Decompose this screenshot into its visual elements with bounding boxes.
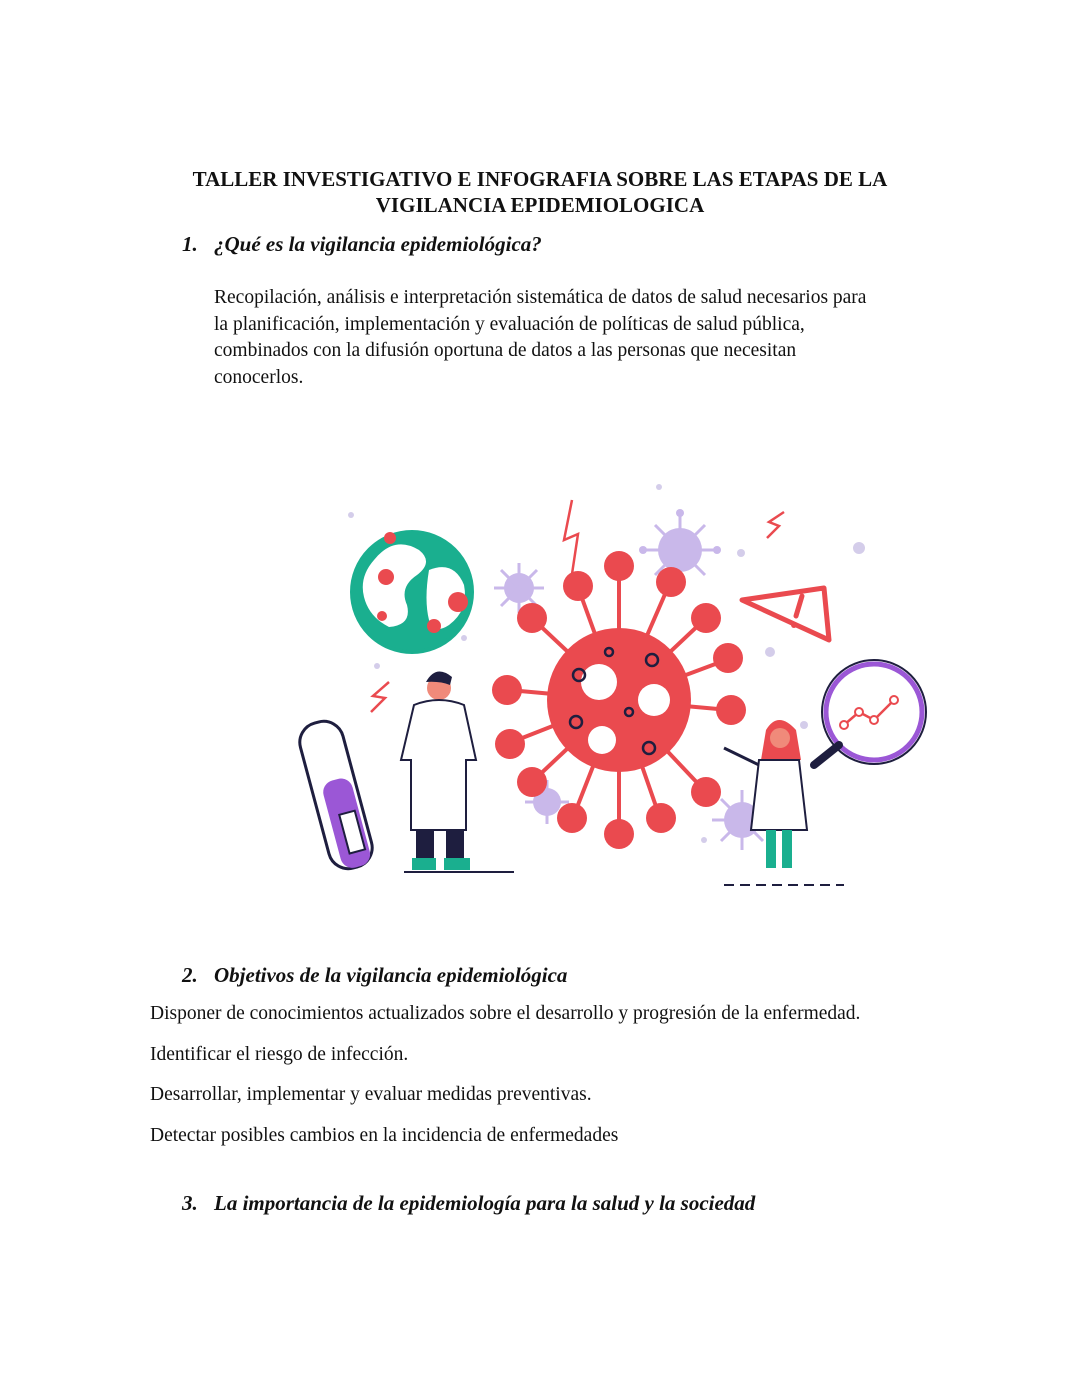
definition-paragraph bbox=[214, 285, 944, 391]
definition-line: conocerlos. bbox=[214, 366, 304, 388]
lightning-icon bbox=[767, 512, 784, 538]
section-heading-2 bbox=[182, 963, 567, 988]
objective-item: Identificar el riesgo de infección. bbox=[150, 1044, 409, 1065]
epidemiology-illustration bbox=[214, 420, 994, 930]
lightning-icon bbox=[564, 500, 578, 574]
section-number: 1. bbox=[182, 232, 198, 256]
section-heading-text: ¿Qué es la vigilancia epidemiológica? bbox=[214, 232, 542, 256]
definition-line: combinados con la difusión oportuna de datos a las personas que necesitan bbox=[214, 340, 797, 361]
warning-icon bbox=[742, 588, 829, 640]
section-number: 3. bbox=[182, 1191, 198, 1215]
objective-item: Detectar posibles cambios en la incidencia de enfermedades bbox=[150, 1125, 619, 1146]
globe-icon bbox=[352, 532, 472, 652]
scientist-male-illustration bbox=[401, 672, 514, 872]
section-heading-text: La importancia de la epidemiología para la salud y la sociedad bbox=[214, 1191, 756, 1215]
objective-item: Disponer de conocimientos actualizados sobre el desarrollo y progresión de la enfermedad. bbox=[150, 1003, 861, 1024]
magnifier-icon bbox=[814, 660, 926, 765]
definition-line: la planificación, implementación y evaluación de políticas de salud pública, bbox=[214, 313, 805, 335]
thermometer-icon bbox=[295, 717, 376, 873]
definition-line: Recopilación, análisis e interpretación sistemática de datos de salud necesarios para bbox=[214, 287, 867, 308]
section-heading-3 bbox=[182, 1191, 755, 1216]
section-number: 2. bbox=[182, 963, 198, 987]
title-line-1: TALLER INVESTIGATIVO E INFOGRAFIA SOBRE LAS ETAPAS DE LA bbox=[192, 167, 888, 191]
title-line-2: VIGILANCIA EPIDEMIOLOGICA bbox=[375, 193, 705, 217]
lightning-icon bbox=[371, 682, 389, 712]
objective-item: Desarrollar, implementar y evaluar medidas preventivas. bbox=[150, 1084, 592, 1105]
section-heading-text: Objetivos de la vigilancia epidemiológica bbox=[214, 963, 568, 987]
section-heading-1 bbox=[182, 232, 542, 257]
document-title bbox=[150, 166, 930, 218]
